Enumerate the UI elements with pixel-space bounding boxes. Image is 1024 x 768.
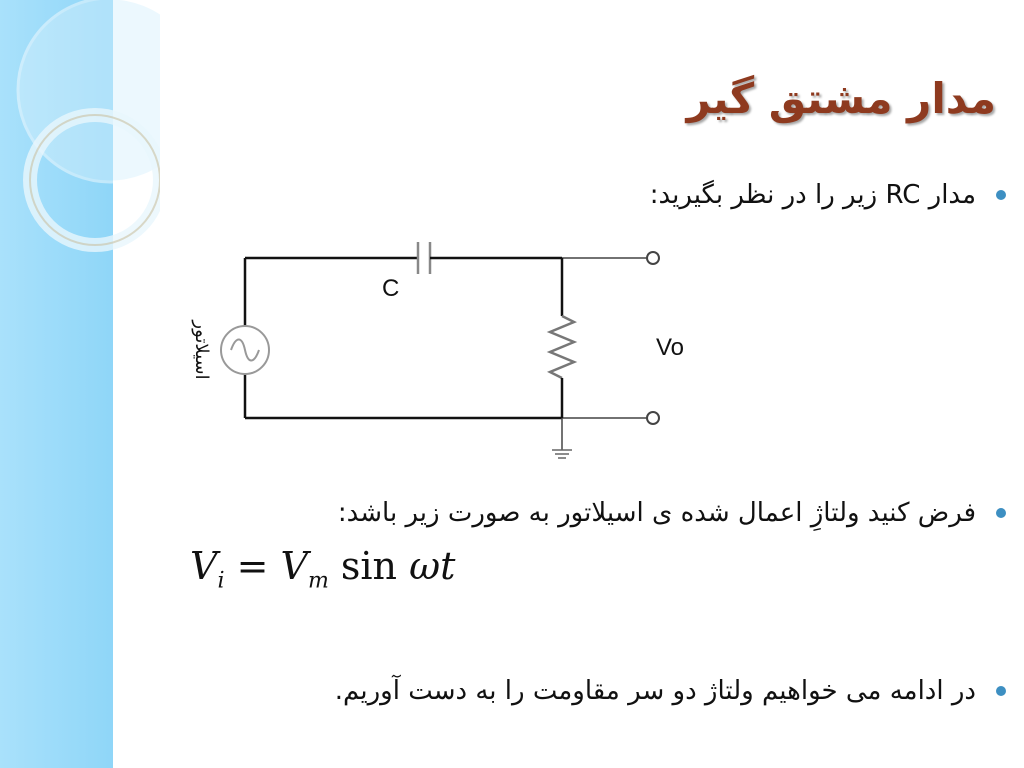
bullet-dot-icon (996, 190, 1006, 200)
output-terminal (647, 252, 659, 264)
output-voltage-label: Vo (656, 334, 685, 361)
bullet-item (186, 668, 976, 714)
resistor (550, 316, 574, 378)
formula-equals: = (224, 544, 281, 588)
formula-symbol: V (190, 544, 218, 588)
capacitor-label: C (382, 275, 400, 302)
bullet-text: در ادامه می خواهیم ولتاژ دو سر مقاومت را به دست آوریم. (334, 676, 976, 706)
bullet-text: فرض کنید ولتاژِ اعمال شده ی اسیلاتور به صورت زیر باشد: (337, 498, 976, 528)
rc-circuit-diagram (160, 230, 720, 470)
formula-argument: ωt (409, 544, 456, 588)
formula-subscript: m (307, 568, 329, 594)
slide-title: مدار مشتق گیر (686, 74, 996, 123)
formula-function: sin (328, 544, 410, 588)
voltage-formula (190, 544, 455, 594)
bullet-text: مدار RC زیر را در نظر بگیرید: (649, 180, 976, 210)
output-terminal (647, 412, 659, 424)
bullet-item (156, 490, 976, 536)
bullet-item (416, 172, 976, 218)
formula-symbol: V (280, 544, 308, 588)
decorative-rings (0, 0, 160, 300)
bullet-dot-icon (996, 508, 1006, 518)
source-label: اسیلاتور (191, 320, 212, 380)
bullet-dot-icon (996, 686, 1006, 696)
formula-subscript: i (217, 568, 225, 594)
